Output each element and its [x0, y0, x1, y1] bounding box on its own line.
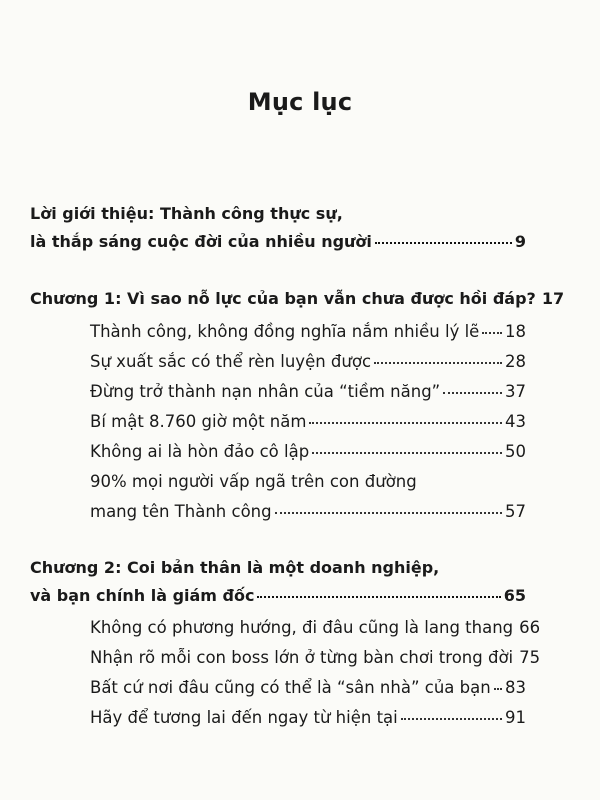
- page-number: 66: [519, 618, 541, 637]
- section-title: Bí mật 8.760 giờ một năm: [90, 412, 307, 431]
- page-number: 65: [503, 586, 526, 605]
- dot-leader: [482, 331, 502, 334]
- dot-leader: [443, 391, 502, 394]
- toc-entry-section[interactable]: [90, 618, 541, 637]
- toc-entry-section[interactable]: [90, 352, 526, 371]
- page-number: 50: [505, 442, 526, 461]
- toc-entry-chapter-1[interactable]: [30, 289, 565, 308]
- dot-leader: [312, 451, 502, 454]
- toc-entry-section[interactable]: [90, 678, 526, 697]
- toc-entry-section[interactable]: [90, 708, 526, 727]
- dot-leader: [494, 687, 502, 690]
- section-title: Sự xuất sắc có thể rèn luyện được: [90, 352, 372, 371]
- page-number: 91: [505, 708, 526, 727]
- toc-entry-section[interactable]: [90, 442, 526, 461]
- section-title: mang tên Thành công: [90, 502, 272, 521]
- page-number: 83: [505, 678, 526, 697]
- page-number: 37: [505, 382, 526, 401]
- toc-entry-section[interactable]: [90, 382, 526, 401]
- toc-entry-chapter-2[interactable]: [30, 586, 526, 605]
- section-title: Nhận rõ mỗi con boss lớn ở từng bàn chơi trong đời: [90, 648, 514, 667]
- dot-leader: [257, 595, 500, 598]
- section-title: Bất cứ nơi đâu cũng có thể là “sân nhà” của bạn: [90, 678, 491, 697]
- dot-leader: [374, 361, 502, 364]
- page-title: Mục lục: [247, 88, 353, 116]
- page-number: 9: [514, 232, 526, 251]
- section-title: Không có phương hướng, đi đâu cũng là lang thang: [90, 618, 514, 637]
- toc-entry-section[interactable]: [90, 412, 526, 431]
- dot-leader: [401, 717, 502, 720]
- dot-leader: [309, 421, 502, 424]
- chapter-1-title: Chương 1: Vì sao nỗ lực của bạn vẫn chưa được hồi đáp?: [30, 289, 536, 308]
- toc-entry-section[interactable]: [90, 502, 526, 521]
- page-number: 57: [505, 502, 526, 521]
- page-number: 17: [541, 289, 565, 308]
- chapter-2-title-line1: Chương 2: Coi bản thân là một doanh nghiệp,: [30, 558, 440, 577]
- section-title-line1: 90% mọi người vấp ngã trên con đường: [90, 472, 417, 491]
- dot-leader: [375, 241, 512, 244]
- toc-entry-section[interactable]: [90, 648, 541, 667]
- section-title: Hãy để tương lai đến ngay từ hiện tại: [90, 708, 398, 727]
- dot-leader: [275, 511, 502, 514]
- chapter-2-title-line2: và bạn chính là giám đốc: [30, 586, 255, 605]
- page-number: 18: [505, 322, 526, 341]
- section-title: Thành công, không đồng nghĩa nắm nhiều lý lẽ: [90, 322, 480, 341]
- page-number: 75: [519, 648, 541, 667]
- toc-entry-intro[interactable]: [30, 232, 526, 251]
- page-number: 43: [505, 412, 526, 431]
- section-title: Không ai là hòn đảo cô lập: [90, 442, 310, 461]
- intro-title-line1: Lời giới thiệu: Thành công thực sự,: [30, 204, 343, 223]
- page-number: 28: [505, 352, 526, 371]
- intro-title-line2: là thắp sáng cuộc đời của nhiều người: [30, 232, 372, 251]
- toc-entry-section[interactable]: [90, 322, 526, 341]
- section-title: Đừng trở thành nạn nhân của “tiềm năng”: [90, 382, 441, 401]
